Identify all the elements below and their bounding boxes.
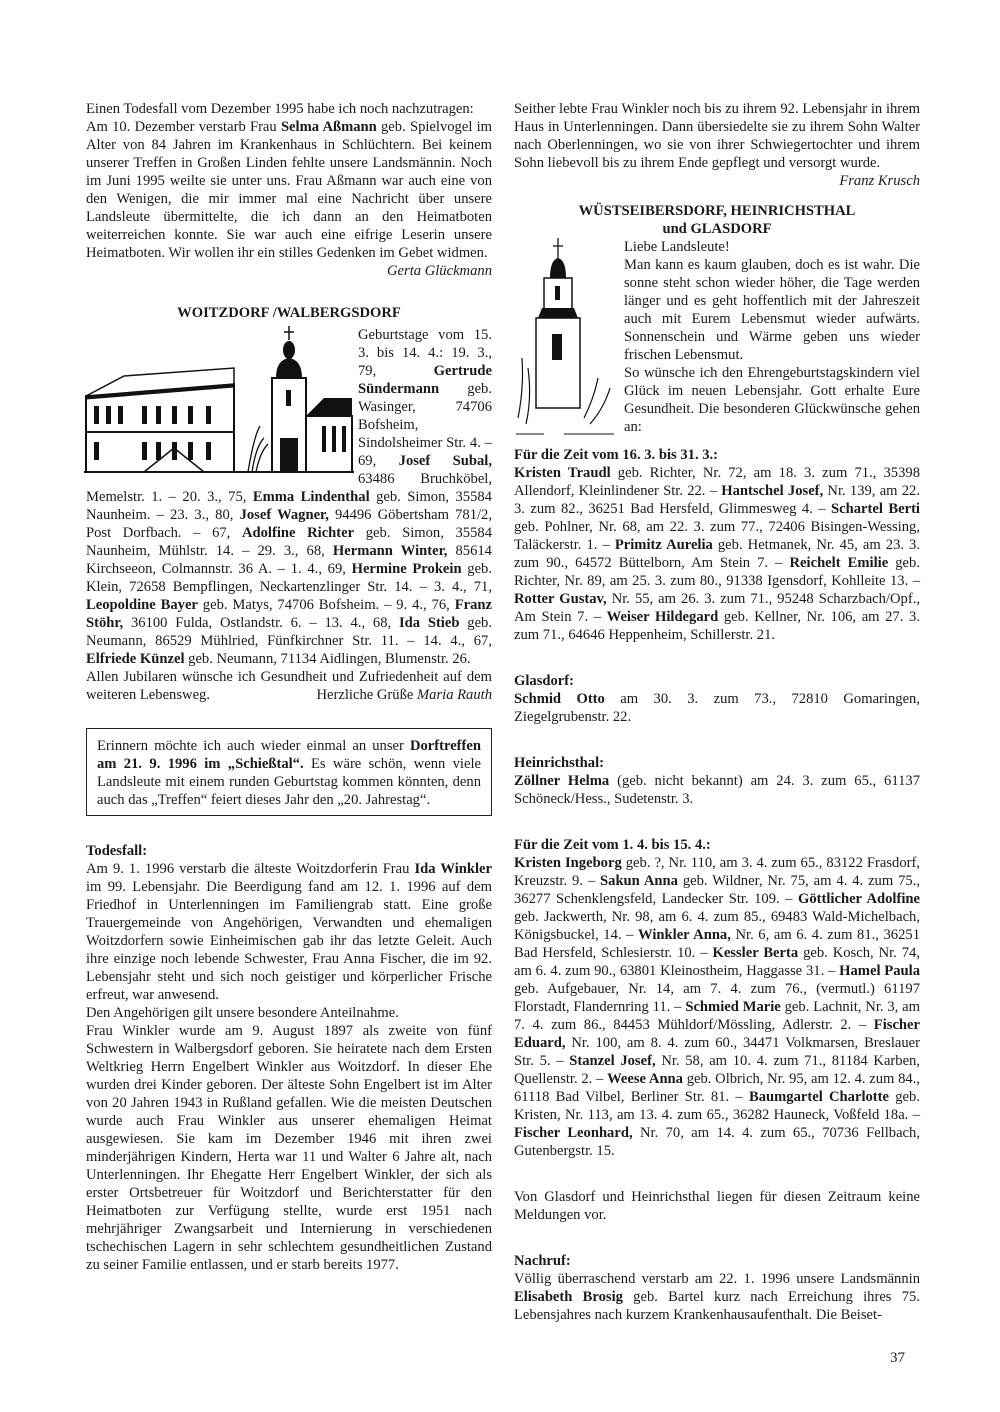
birthday-list: Kristen Traudl geb. Richter, Nr. 72, am 18. 3. zum 71., 35398 Allendorf, Kleinlindener Str. 22. – Hantschel Josef, Nr. 139, am 22. 3. zum 82., 36251 Bad Hersfeld, Glimmesweg 4. – Schartel Berti geb. Pohlner, Nr. 68, am 22. 3. zum 77., 72406 Bisingen-Wessing, Taläckerstr. 1. – Primitz Aurelia geb. Hetmanek, Nr. 45, am 23. 3. zum 90., 64572 Büttelborn, Am Stein 7. – Reichelt Emilie geb. Richter, Nr. 89, am 25. 3. zum 80., 91338 Igensdorf, Kohlleite 13. – Rotter Gustav, Nr. 55, am 26. 3. zum 71., 95248 Scharzbach/Opf., Am Stein 7. – Weiser Hildegard geb. Kellner, Nr. 106, am 27. 3. zum 71., 64646 Heppenheim, Schillerstr. 21. (514, 465, 921, 643)
section-heading: Heinrichsthal: (514, 755, 604, 771)
page-number: 37 (890, 1350, 905, 1366)
birthday-list: Schmid Otto am 30. 3. zum 73., 72810 Gomaringen, Ziegelgrubenstr. 22. (514, 691, 920, 725)
obituary-paragraph: Völlig überraschend verstarb am 22. 1. 1996 unsere Landsmännin Elisabeth Brosig geb. Bartel kurz nach Erreichung ihres 75. Lebensjahres nach kurzem Krankenhausaufenthalt. Die Beiset- (514, 1271, 920, 1323)
birthday-list: Zöllner Helma (geb. nicht bekannt) am 24. 3. zum 65., 61137 Schöneck/Hess., Sudetenstr. 3. (514, 773, 920, 807)
birthday-list: Kristen Ingeborg geb. ?, Nr. 110, am 3. 4. zum 65., 83122 Frasdorf, Kreuzstr. 9. – Sakun Anna geb. Wildner, Nr. 75, am 4. 4. zum 75., 36277 Schenklengsfeld, Landecker Str. 109. – Göttlicher Adolfine geb. Jackwerth, Nr. 98, am 6. 4. zum 85., 69483 Wald-Michelbach, Königsbuckel, 14. – Winkler Anna, Nr. 6, am 6. 4. zum 81., 36251 Bad Hersfeld, Schlesierstr. 10. – Kessler Berta geb. Kosch, Nr. 74, am 6. 4. zum 90., 63801 Kleinostheim, Haggasse 31. – Hamel Paula geb. Aufgebauer, Nr. 14, am 7. 4. zum 76., (vermutl.) 61197 Florstadt, Flandernring 11. – Schmied Marie geb. Lachnit, Nr. 3, am 7. 4. zum 86., 84453 Mühldorf/Mössling, Adlerstr. 2. – Fischer Eduard, Nr. 100, am 8. 4. zum 60., 34471 Volkmarsen, Breslauer Str. 5. – Stanzel Josef, Nr. 58, am 10. 4. zum 71., 81184 Karben, Quellenstr. 2. – Weese Anna geb. Olbrich, Nr. 95, am 12. 4. zum 84., 61118 Bad Vilbel, Berliner Str. 81. – Baumgartel Charlotte geb. Kristen, Nr. 113, am 13. 4. zum 65., 36282 Hauneck, Voßfeld 18a. – Fischer Leonhard, Nr. 70, am 14. 4. zum 65., 70736 Fellbach, Gutenbergstr. 15. (514, 855, 921, 1159)
obituary-paragraph: Den Angehörigen gilt unsere besondere Anteilnahme. (86, 1005, 399, 1021)
signature: Gerta Glückmann (387, 263, 492, 279)
section-heading: WÜSTSEIBERSDORF, HEINRICHSTHAL (578, 203, 856, 219)
signature: Herzliche Grüße Maria Rauth (316, 687, 492, 703)
section-heading: WOITZDORF /WALBERGSDORF (177, 305, 401, 321)
no-report-note: Von Glasdorf und Heinrichsthal liegen für diesen Zeitraum keine Meldungen vor. (514, 1189, 920, 1223)
continued-paragraph: Seither lebte Frau Winkler noch bis zu ihrem 92. Lebensjahr in ihrem Haus in Unterlenningen. Dann übersiedelte sie zu ihrem Sohn Walter nach Oberlenningen, wo sie von ihrer Schwiegertochter und ihrem Sohn liebevoll bis zu ihrem Ende gepflegt und versorgt wurde. Franz Krusch (514, 101, 920, 189)
section-heading: Glasdorf: (514, 673, 574, 689)
section-heading: Für die Zeit vom 16. 3. bis 31. 3.: (514, 447, 719, 463)
closing-line: Allen Jubilaren wünsche ich Gesundheit und Zufriedenheit auf dem weiteren Lebensweg. Herzliche Grüße Maria Rauth (86, 669, 492, 703)
right-column (514, 100, 920, 1324)
section-heading: Nachruf: (514, 1253, 571, 1269)
notice-box: Erinnern möchte ich auch wieder einmal an unser Dorftreffen am 21. 9. 1996 im „Schießtal“. Es wäre schön, wenn viele Landsleute mit einem runden Geburtstag kommen könnten, denn auch das „Treffen“ feiert dieses Jahr den „20. Jahrestag“. (86, 728, 492, 816)
left-column (86, 100, 492, 1274)
birthday-list: Geburtstage vom 15. 3. bis 14. 4.: 19. 3., 79, Gertrude Sündermann geb. Wasinger, 74706 Bofsheim, Sindolsheimer Str. 4. – 69, Josef Subal, 63486 Bruchköbel, Memelstr. 1. – 20. 3., 75, Emma Lindenthal geb. Simon, 35584 Naunheim. – 23. 3., 80, Josef Wagner, 94496 Göbertsham 781/2, Post Dorfbach. – 67, Adolfine Richter geb. Simon, 35584 Naunheim, Mühlstr. 14. – 29. 3., 68, Hermann Winter, 85614 Kirchseeon, Colmannstr. 36 A. – 1. 4., 69, Hermine Prokein geb. Klein, 72658 Bempflingen, Neckartenzlinger Str. 14. – 3. 4., 71, Leopoldine Bayer geb. Matys, 74706 Bofsheim. – 9. 4., 76, Franz Stöhr, 36100 Fulda, Ostlandstr. 6. – 13. 4., 68, Ida Stieb geb. Neumann, 86529 Mühlried, Fünfkirchner Str. 11. – 14. 4., 67, Elfriede Künzel geb. Neumann, 71134 Aidlingen, Blumenstr. 26. (86, 327, 493, 667)
signature: Franz Krusch (839, 173, 920, 189)
person-name: Selma Aßmann (280, 119, 377, 135)
intro-paragraph: Einen Todesfall vom Dezember 1995 habe ich noch nachzutragen: Am 10. Dezember verstarb Frau Selma Aßmann geb. Spielvogel im Alter von 84 Jahren im Krankenhaus in Schlüchtern. Bei keinem unserer Treffen in Großen Linden fehlte unsere Landsmännin. Noch im Juni 1995 weilte sie unter uns. Frau Aßmann war auch eine von den Wenigen, die mir immer mal eine Nachricht über unsere Landsleute übermittelte, die ich dann an den Heimatboten weiterreichen konnte. Sie war auch eine eifrige Leserin unsere Heimatboten. Wir wollen ihr ein stilles Gedenken im Gebet widmen. Gerta Glückmann (86, 101, 492, 279)
obituary-paragraph: Frau Winkler wurde am 9. August 1897 als zweite von fünf Schwestern in Walbergsdorf geboren. Sie heiratete nach dem Ersten Weltkrieg Herrn Engelbert Winkler aus Woitzdorf. In dieser Ehe wurden drei Kinder geboren. Der älteste Sohn Engelbert ist im Alter von 20 Jahren 1943 in Rußland gefallen. Wie die meisten Deutschen wurde auch Frau Winkler aus unserer ehemaligen Heimat ausgewiesen. Sie kam im Dezember 1946 mit ihren zwei minderjährigen Kindern, Herta war 11 und Walter 6 Jahre alt, nach Unterlenningen. Ihr Ehegatte Herr Engelbert Winkler, der sich als erster Ortsbetreuer für Woitzdorf und Berichterstatter für den Heimatboten zur Verfügung stellte, wurde erst 1951 nach mehrjähriger Zwangsarbeit und Internierung in verschiedenen tschechischen Lagern in sehr schlechtem gesundheitlichen Zustand zu seiner Familie entlassen, und er starb bereits 1977. (86, 1023, 492, 1273)
section-heading: Todesfall: (86, 843, 148, 859)
section-heading: Für die Zeit vom 1. 4. bis 15. 4.: (514, 837, 711, 853)
section-heading: und GLASDORF (662, 221, 772, 237)
obituary-paragraph: Am 9. 1. 1996 verstarb die älteste Woitzdorferin Frau Ida Winkler im 99. Lebensjahr. Die Beerdigung fand am 12. 1. 1996 auf dem Friedhof in Unterlenningen im Familiengrab statt. Eine große Trauergemeinde von Angehörigen, Verwandten und ehemaligen Woitzdorfern sowie Einheimischen gab ihr das letzte Geleit. Auch ihre einzige noch lebende Schwester, Frau Anna Fischer, die im 92. Lebensjahr steht und sich noch geistiger und körperlicher Frische erfreut, war anwesend. (86, 861, 493, 1003)
chapel-illustration (514, 238, 618, 438)
greeting-block: Liebe Landsleute! Man kann es kaum glauben, doch es ist wahr. Die sonne steht schon wieder höher, die Tage werden länger und es geht hoffentlich mit der Jahreszeit auch mit Eurem Lebensmut wieder aufwärts. Sonnenschein und Wärme geben uns wieder frischen Lebensmut. So wünsche ich den Ehrengeburtstagskindern viel Glück im neuen Lebensjahr. Gott erhalte Eure Gesundheit. Die besonderen Glückwünsche gehen an: (514, 238, 920, 436)
church-illustration (84, 326, 354, 476)
